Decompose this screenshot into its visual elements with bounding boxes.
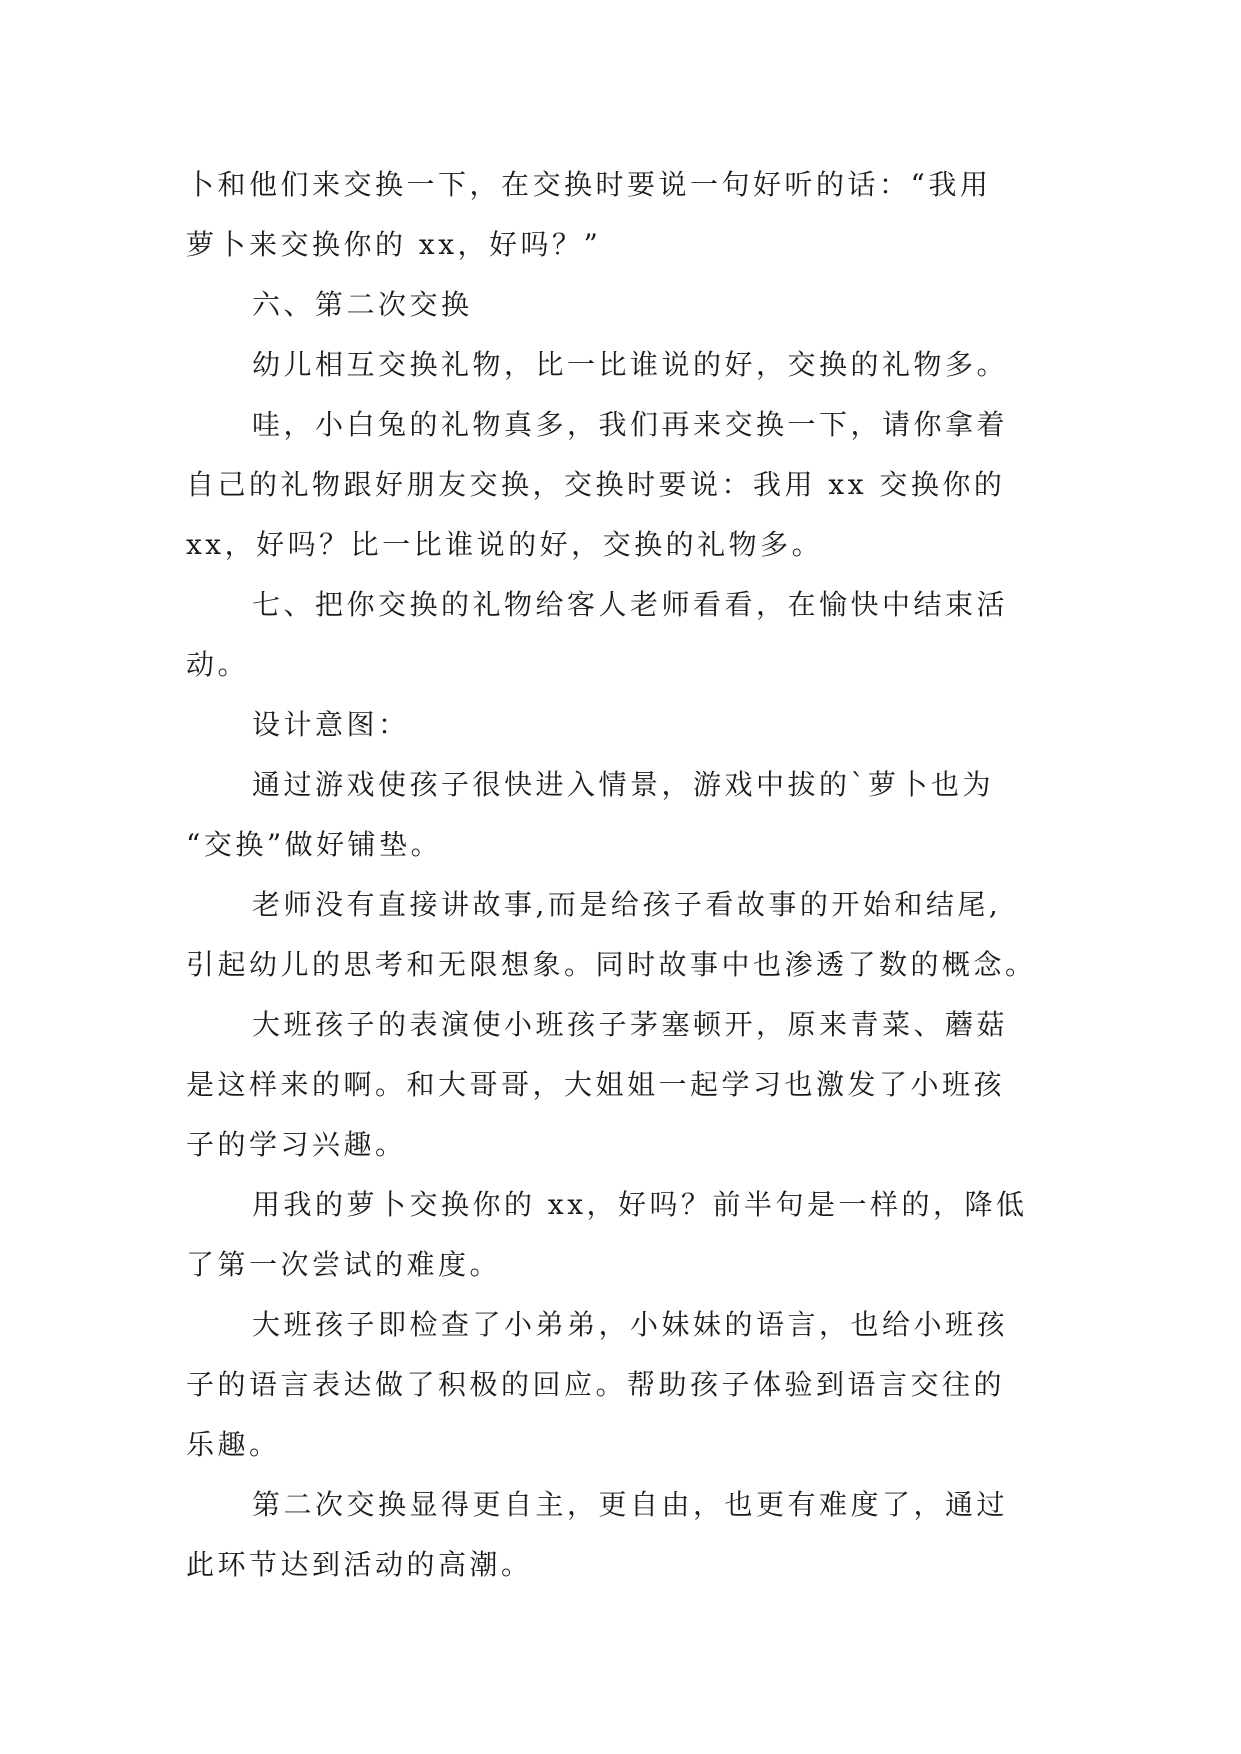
text-line: 动。 — [186, 648, 250, 681]
text-line: xx，好吗？比一比谁说的好，交换的礼物多。 — [186, 528, 824, 561]
text-line: 第二次交换显得更自主，更自由，也更有难度了，通过 — [252, 1488, 1009, 1521]
text-line: 此环节达到活动的高潮。 — [186, 1548, 533, 1581]
text-line: 是这样来的啊。和大哥哥，大姐姐一起学习也激发了小班孩 — [186, 1068, 1006, 1101]
text-line: 幼儿相互交换礼物，比一比谁说的好，交换的礼物多。 — [252, 348, 1009, 381]
text-line: 了第一次尝试的难度。 — [186, 1248, 502, 1281]
text-line: 通过游戏使孩子很快进入情景，游戏中拔的`萝卜也为 — [252, 768, 995, 801]
section-heading: 七、把你交换的礼物给客人老师看看，在愉快中结束活 — [252, 588, 1009, 621]
text-line: 老师没有直接讲故事,而是给孩子看故事的开始和结尾, — [252, 888, 1002, 921]
text-line: 用我的萝卜交换你的 xx，好吗？前半句是一样的，降低 — [252, 1188, 1028, 1221]
text-line: 卜和他们来交换一下，在交换时要说一句好听的话：“我用 — [186, 168, 992, 201]
section-heading: 六、第二次交换 — [252, 288, 473, 321]
text-line: 子的学习兴趣。 — [186, 1128, 407, 1161]
text-line: 萝卜来交换你的 xx，好吗？” — [186, 228, 602, 261]
text-line: 引起幼儿的思考和无限想象。同时故事中也渗透了数的概念。 — [186, 948, 1037, 981]
text-line: 哇，小白兔的礼物真多，我们再来交换一下，请你拿着 — [252, 408, 1009, 441]
section-heading: 设计意图： — [252, 708, 410, 741]
text-line: 子的语言表达做了积极的回应。帮助孩子体验到语言交往的 — [186, 1368, 1006, 1401]
text-line: 自己的礼物跟好朋友交换，交换时要说：我用 xx 交换你的 — [186, 468, 1006, 501]
text-line: 乐趣。 — [186, 1428, 281, 1461]
text-line: 大班孩子即检查了小弟弟，小妹妹的语言，也给小班孩 — [252, 1308, 1009, 1341]
text-line: 大班孩子的表演使小班孩子茅塞顿开，原来青菜、蘑菇 — [252, 1008, 1009, 1041]
text-line: “交换”做好铺垫。 — [186, 828, 443, 861]
